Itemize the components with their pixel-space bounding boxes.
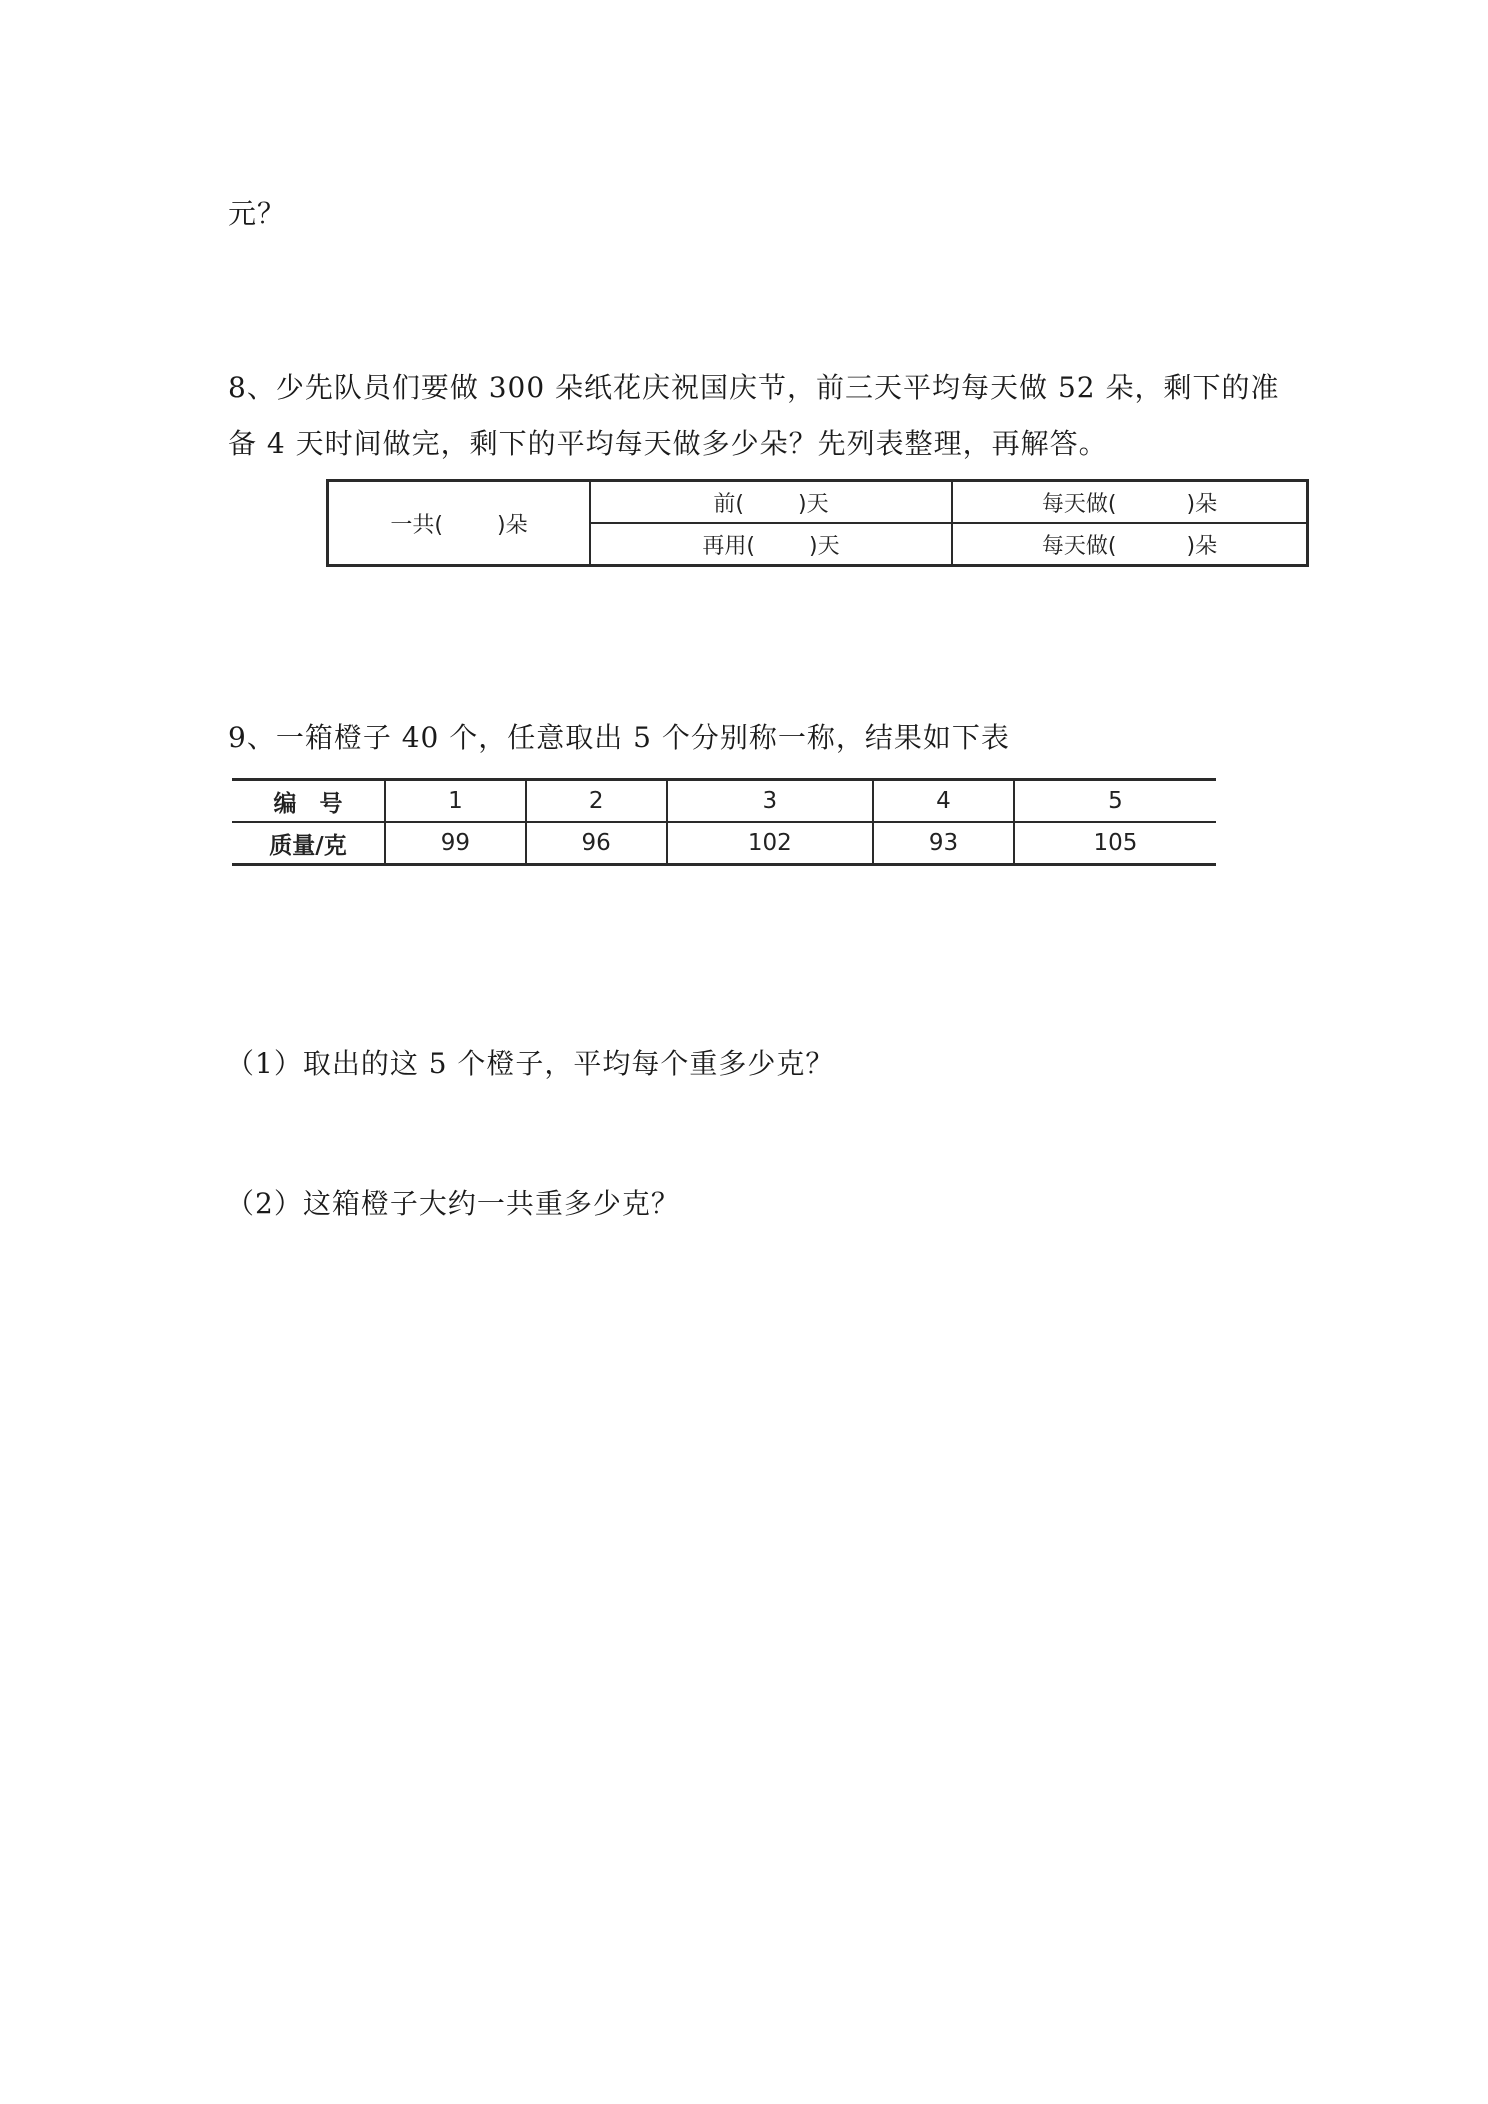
- question-8-line-1: 8、少先队员们要做 300 朵纸花庆祝国庆节，前三天平均每天做 52 朵，剩下的准: [228, 371, 1280, 404]
- question-8-organize-table: [326, 479, 1309, 567]
- remaining-per-day-cell: 每天做( )朵: [952, 523, 1308, 566]
- weight-header: 质量/克: [232, 822, 385, 865]
- weight-cell: 96: [526, 822, 667, 865]
- total-flowers-cell: 一共( )朵: [328, 481, 591, 566]
- weight-cell: 105: [1014, 822, 1216, 865]
- weight-cell: 102: [667, 822, 874, 865]
- question-7-continuation: 元？: [228, 197, 287, 230]
- weight-cell: 99: [385, 822, 526, 865]
- first-days-cell: 前( )天: [590, 481, 952, 524]
- question-9-line-1: 9、一箱橙子 40 个，任意取出 5 个分别称一称，结果如下表: [228, 721, 1010, 754]
- number-cell: 2: [526, 780, 667, 823]
- number-cell: 5: [1014, 780, 1216, 823]
- number-cell: 1: [385, 780, 526, 823]
- orange-weight-table: [232, 778, 1216, 866]
- weight-cell: 93: [873, 822, 1014, 865]
- question-8-line-2: 备 4 天时间做完，剩下的平均每天做多少朵？先列表整理，再解答。: [228, 427, 1108, 460]
- question-9-sub-2: （2）这箱橙子大约一共重多少克？: [226, 1187, 680, 1220]
- remaining-days-cell: 再用( )天: [590, 523, 952, 566]
- number-cell: 4: [873, 780, 1014, 823]
- number-header: 编 号: [232, 780, 385, 823]
- number-cell: 3: [667, 780, 874, 823]
- first-per-day-cell: 每天做( )朵: [952, 481, 1308, 524]
- question-9-sub-1: （1）取出的这 5 个橙子，平均每个重多少克？: [226, 1047, 835, 1080]
